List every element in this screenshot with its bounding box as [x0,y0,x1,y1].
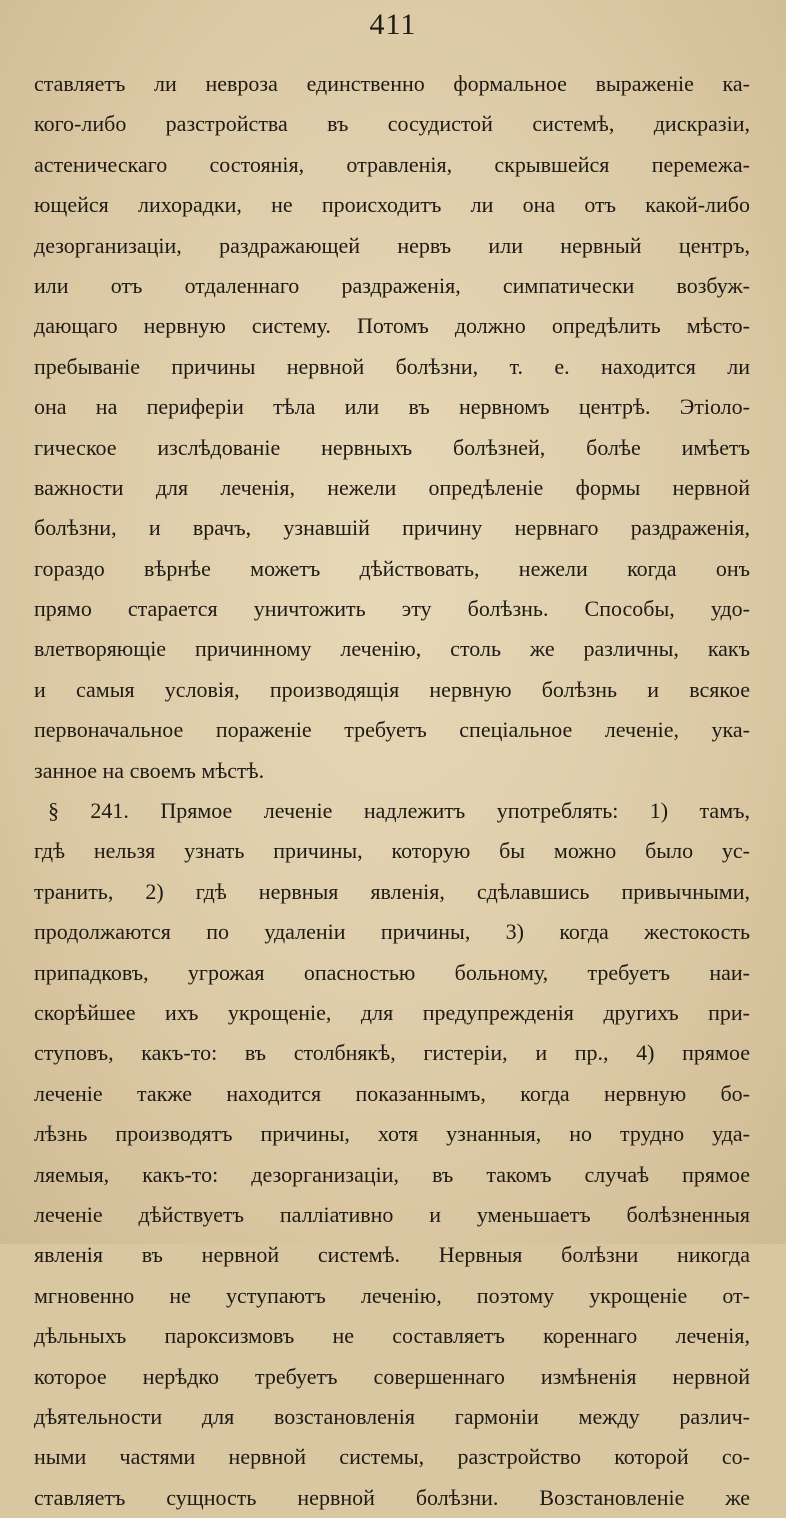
page-number: 411 [369,8,417,41]
text-line: первоначальное пораженіе требуетъ спеціальное леченіе, ука- [34,717,750,743]
text-line: леченіе дѣйствуетъ паллiативно и уменьшаетъ болѣзненныя [34,1201,750,1227]
text-line: скорѣйшее ихъ укрощеніе, для предупрежденія другихъ при- [34,999,750,1025]
text-line: ступовъ, какъ-то: въ столбнякѣ, гистеріи, и пр., 4) прямое [34,1040,750,1066]
text-line: пребываніе причины нервной болѣзни, т. е. находится ли [34,353,750,379]
text-line: влетворяющіе причинному леченію, столь же различны, какъ [34,636,750,662]
text-line: болѣзни, и врачъ, узнавшій причину нервнаго раздраженія, [34,515,750,541]
text-line: гическое изслѣдованіе нервныхъ болѣзней, болѣе имѣетъ [34,434,750,460]
text-line: дѣятельности для возстановленія гармоніи между различ- [34,1403,750,1429]
text-line: астеническаго состоянія, отравленія, скрывшейся перемежа- [34,151,750,177]
text-line: или отъ отдаленнаго раздраженія, симпатически возбуж- [34,272,750,298]
text-line: мгновенно не уступаютъ леченію, поэтому укрощеніе от- [34,1282,750,1308]
text-line: дѣльныхъ пароксизмовъ не составляетъ кореннаго леченія, [34,1323,750,1349]
text-line: ляемыя, какъ-то: дезорганизаціи, въ такомъ случаѣ прямое [34,1161,750,1187]
paragraph-end-line: занное на своемъ мѣстѣ. [34,757,265,783]
text-line: лѣзнь производятъ причины, хотя узнанныя, но трудно уда- [34,1121,750,1147]
text-line: прямо старается уничтожить эту болѣзнь. Способы, удо- [34,596,750,622]
text-line: гораздо вѣрнѣе можетъ дѣйствовать, нежели когда онъ [34,555,750,581]
text-line: кого-либо разстройства въ сосудистой системѣ, дискразіи, [34,111,750,137]
text-line: которое нерѣдко требуетъ совершеннаго измѣненія нервной [34,1363,750,1389]
text-line: леченіе также находится показаннымъ, когда нервную бо- [34,1080,750,1106]
text-line: ными частями нервной системы, разстройство которой со- [34,1444,750,1470]
text-line: транить, 2) гдѣ нервныя явленія, сдѣлавшись привычными, [34,878,750,904]
section-heading-line: § 241. Прямое леченіе надлежитъ употреблять: 1) тамъ, [48,798,750,824]
text-line: ющейся лихорадки, не происходитъ ли она отъ какой-либо [34,192,750,218]
text-line: гдѣ нельзя узнать причины, которую бы можно было ус- [34,838,750,864]
text-line: дезорганизаціи, раздражающей нервъ или нервный центръ, [34,232,750,258]
text-line: ставляетъ сущность нервной болѣзни. Возстановленіе же [34,1484,750,1510]
text-line: важности для леченія, нежели опредѣленіе формы нервной [34,474,750,500]
text-line: явленія въ нервной системѣ. Нервныя болѣзни никогда [34,1242,750,1268]
text-line: она на периферіи тѣла или въ нервномъ центрѣ. Этіоло- [34,394,750,420]
text-line: и самыя условія, производящія нервную болѣзнь и всякое [34,676,750,702]
body-text [34,64,750,1518]
text-line: продолжаются по удаленіи причины, 3) когда жестокость [34,919,750,945]
text-line: ставляетъ ли невроза единственно формальное выраженіе ка- [34,71,750,96]
text-line: припадковъ, угрожая опасностью больному, требуетъ наи- [34,959,750,985]
text-line: дающаго нервную систему. Потомъ должно опредѣлить мѣсто- [34,313,750,339]
